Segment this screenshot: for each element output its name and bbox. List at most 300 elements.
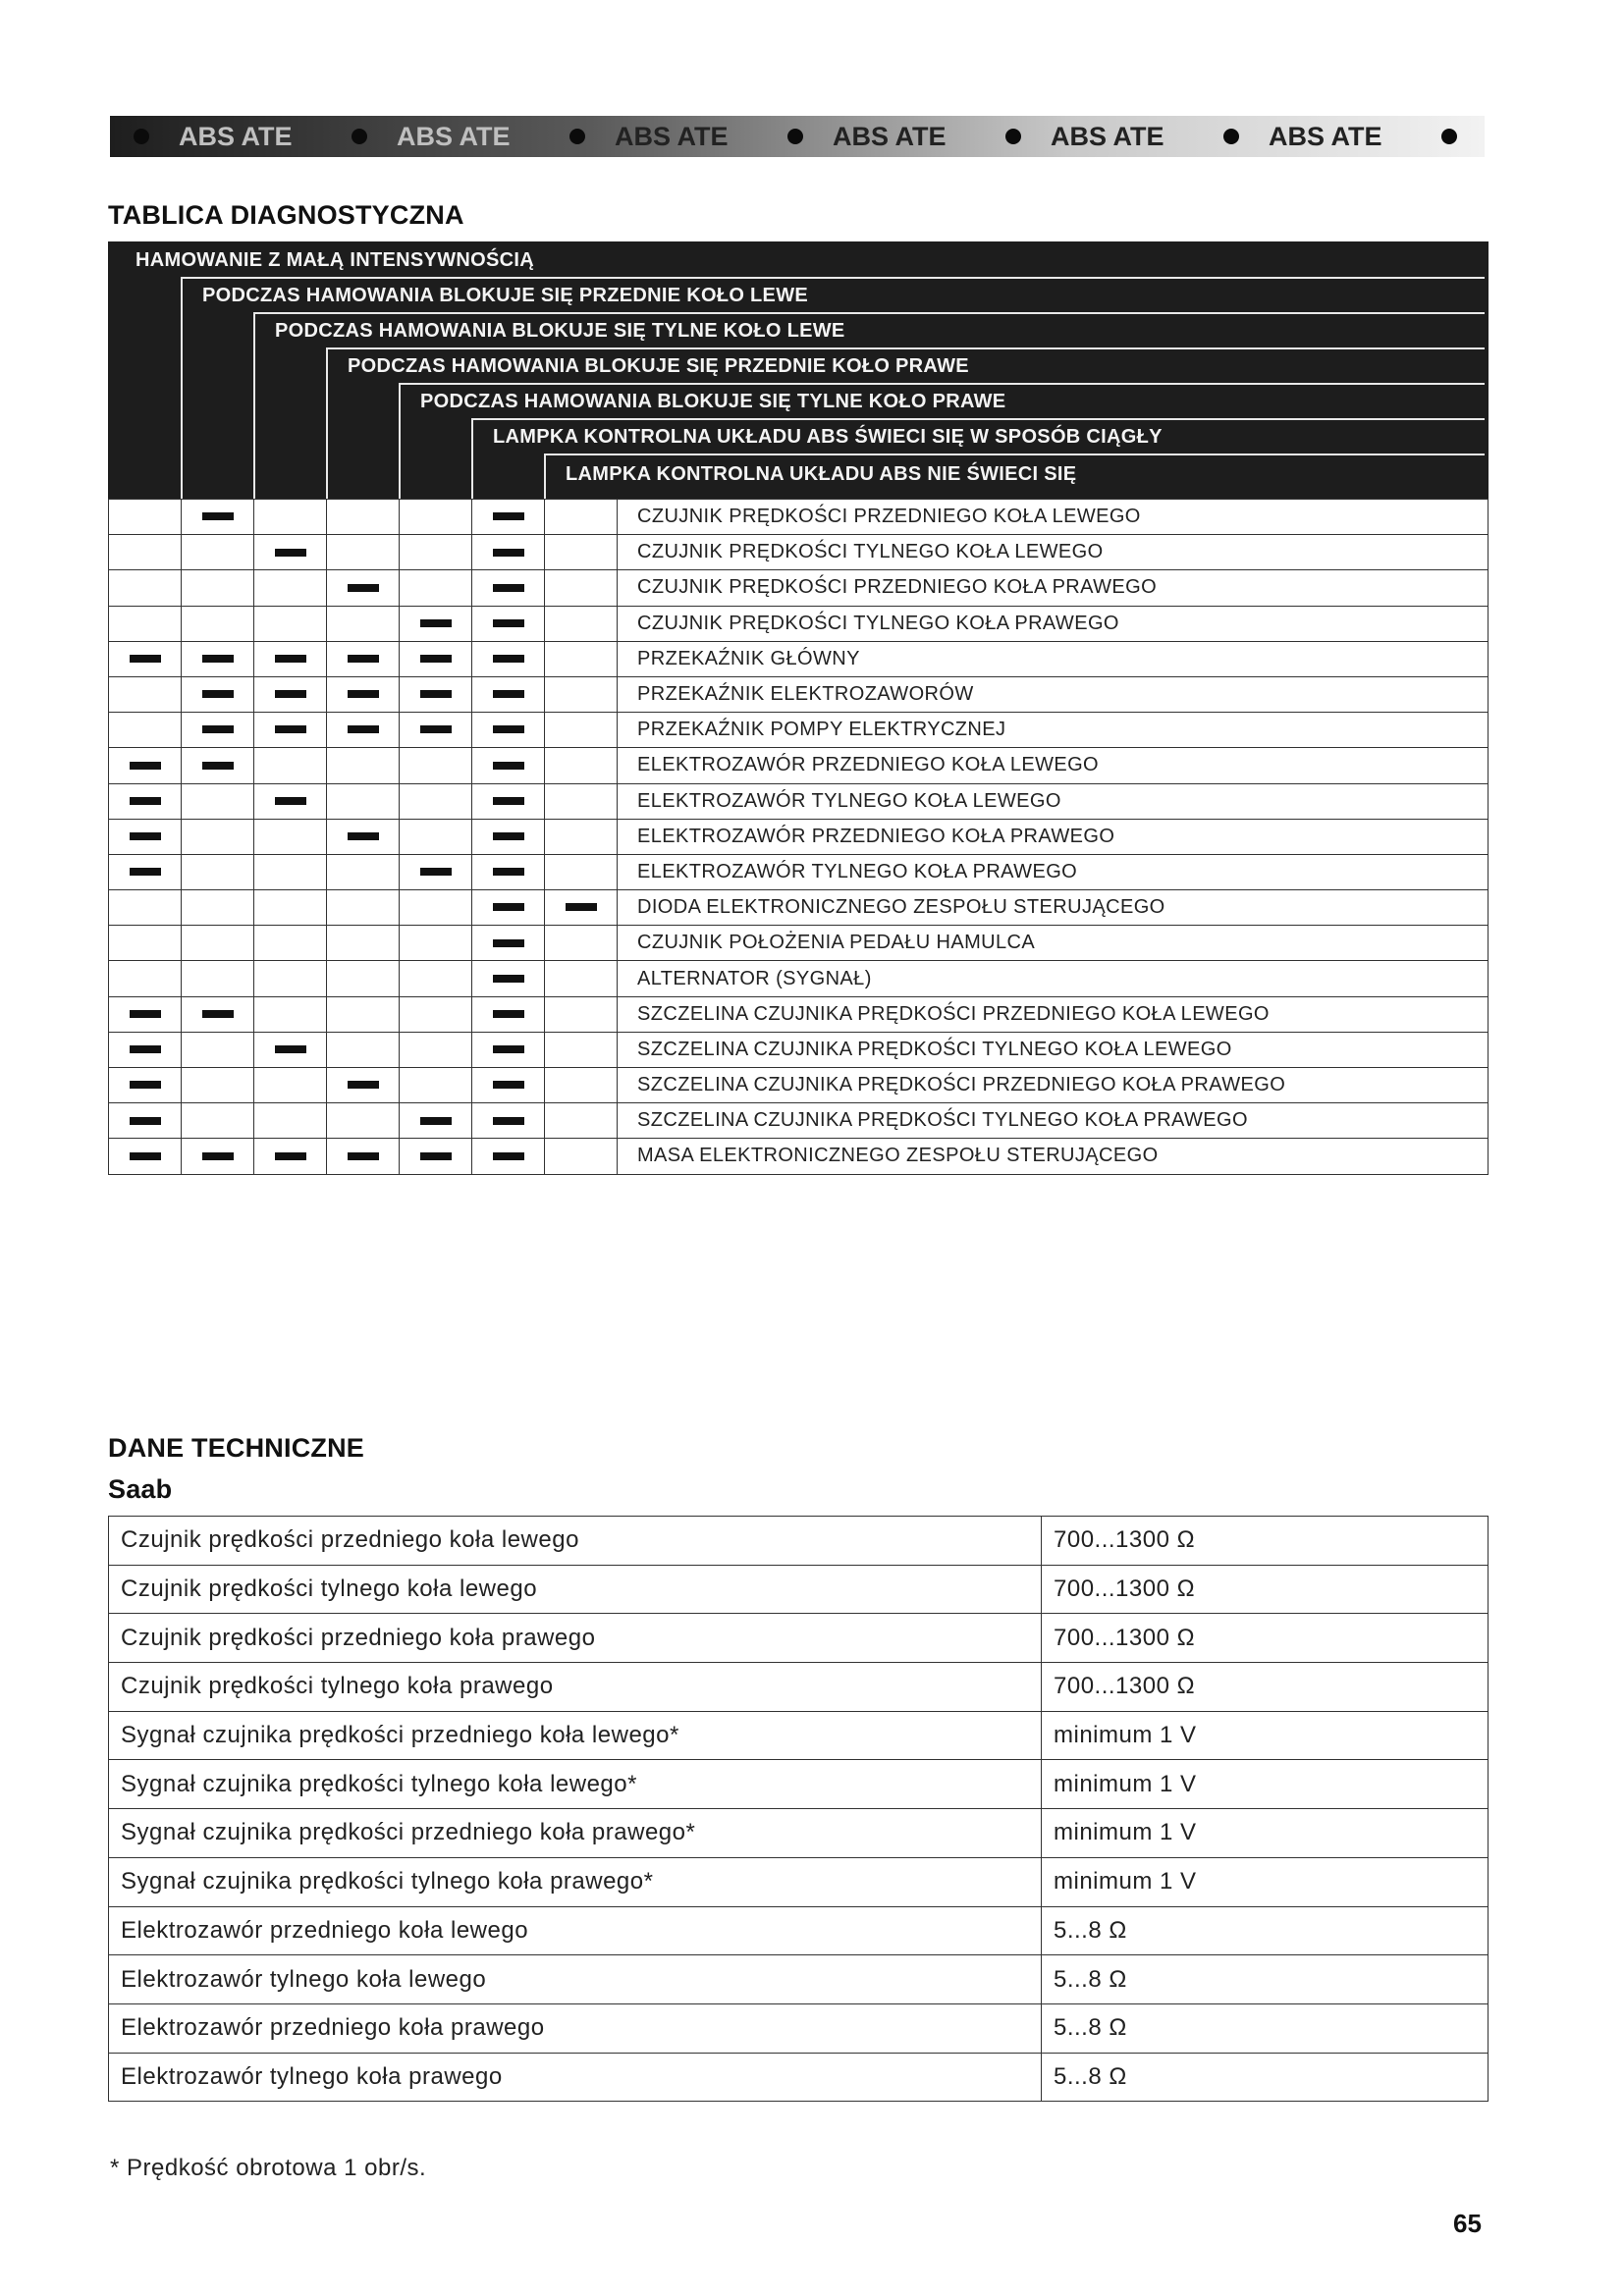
mark-cell	[472, 890, 545, 926]
parameter-value: minimum 1 V	[1042, 1760, 1489, 1809]
mark-cell	[327, 819, 400, 854]
header-divider	[326, 347, 1485, 349]
banner-label: ABS ATE	[1051, 121, 1164, 151]
mark-cell	[254, 641, 327, 676]
mark-cell	[182, 1068, 254, 1103]
mark-dash-icon	[202, 1152, 234, 1160]
table-row	[109, 676, 1489, 712]
page-number: 65	[1453, 2209, 1482, 2238]
mark-cell	[545, 1068, 618, 1103]
mark-dash-icon	[493, 549, 524, 557]
mark-cell	[254, 890, 327, 926]
mark-cell	[327, 606, 400, 641]
mark-cell	[327, 926, 400, 961]
mark-cell	[109, 1032, 182, 1067]
parameter-value: minimum 1 V	[1042, 1711, 1489, 1760]
mark-dash-icon	[348, 690, 379, 698]
mark-cell	[327, 890, 400, 926]
table-row	[109, 854, 1489, 889]
mark-dash-icon	[275, 725, 306, 733]
table-row	[109, 1614, 1489, 1663]
mark-cell	[400, 961, 472, 996]
mark-dash-icon	[493, 725, 524, 733]
mark-cell	[182, 676, 254, 712]
mark-cell	[182, 1139, 254, 1174]
parameter-name: Elektrozawór tylnego koła lewego	[109, 1955, 1042, 2004]
mark-cell	[400, 535, 472, 570]
banner-item	[569, 122, 729, 152]
mark-cell	[472, 570, 545, 606]
header-banner	[110, 116, 1485, 157]
table-row	[109, 2053, 1489, 2102]
parameter-name: Elektrozawór przedniego koła prawego	[109, 2003, 1042, 2053]
mark-cell	[254, 570, 327, 606]
mark-cell	[472, 783, 545, 819]
mark-dash-icon	[420, 868, 452, 876]
mark-cell	[400, 500, 472, 535]
mark-cell	[109, 996, 182, 1032]
mark-dash-icon	[130, 832, 161, 840]
mark-cell	[327, 535, 400, 570]
bullet-icon	[1223, 129, 1239, 144]
mark-cell	[327, 1032, 400, 1067]
column-heading: HAMOWANIE Z MAŁĄ INTENSYWNOŚCIĄ	[135, 249, 534, 271]
mark-cell	[254, 1032, 327, 1067]
table-row	[109, 1857, 1489, 1906]
header-divider	[471, 418, 1485, 420]
mark-cell	[254, 783, 327, 819]
mark-dash-icon	[493, 1081, 524, 1089]
mark-cell	[472, 748, 545, 783]
mark-cell	[109, 1139, 182, 1174]
mark-cell	[182, 783, 254, 819]
mark-cell	[254, 606, 327, 641]
mark-cell	[400, 713, 472, 748]
bullet-icon	[1005, 129, 1021, 144]
mark-cell	[400, 854, 472, 889]
mark-dash-icon	[348, 1081, 379, 1089]
mark-cell	[400, 641, 472, 676]
parameter-name: Czujnik prędkości tylnego koła prawego	[109, 1663, 1042, 1712]
component-label: CZUJNIK PRĘDKOŚCI TYLNEGO KOŁA LEWEGO	[618, 535, 1489, 570]
mark-cell	[400, 570, 472, 606]
mark-dash-icon	[493, 903, 524, 911]
parameter-value: 700...1300 Ω	[1042, 1565, 1489, 1614]
table-row	[109, 641, 1489, 676]
table-row	[109, 819, 1489, 854]
mark-cell	[327, 500, 400, 535]
parameter-value: 700...1300 Ω	[1042, 1614, 1489, 1663]
mark-cell	[545, 1139, 618, 1174]
table-row	[109, 1517, 1489, 1566]
mark-cell	[182, 1103, 254, 1139]
parameter-value: 5...8 Ω	[1042, 1955, 1489, 2004]
mark-cell	[109, 606, 182, 641]
mark-cell	[109, 890, 182, 926]
mark-dash-icon	[202, 655, 234, 663]
mark-cell	[472, 606, 545, 641]
banner-item	[1005, 122, 1164, 152]
header-divider	[471, 418, 473, 499]
mark-cell	[472, 854, 545, 889]
mark-cell	[109, 819, 182, 854]
mark-cell	[327, 996, 400, 1032]
table-row	[109, 713, 1489, 748]
mark-cell	[109, 854, 182, 889]
mark-cell	[254, 961, 327, 996]
mark-dash-icon	[348, 832, 379, 840]
mark-cell	[182, 854, 254, 889]
mark-cell	[109, 1068, 182, 1103]
banner-item	[787, 122, 947, 152]
banner-item	[134, 122, 293, 152]
table-row	[109, 996, 1489, 1032]
mark-cell	[400, 819, 472, 854]
component-label: DIODA ELEKTRONICZNEGO ZESPOŁU STERUJĄCEGO	[618, 890, 1489, 926]
mark-cell	[327, 676, 400, 712]
mark-dash-icon	[493, 797, 524, 805]
bullet-icon	[134, 129, 149, 144]
mark-dash-icon	[493, 762, 524, 770]
mark-dash-icon	[493, 690, 524, 698]
mark-dash-icon	[130, 762, 161, 770]
mark-cell	[182, 641, 254, 676]
parameter-value: 700...1300 Ω	[1042, 1517, 1489, 1566]
component-label: ELEKTROZAWÓR TYLNEGO KOŁA LEWEGO	[618, 783, 1489, 819]
column-heading: PODCZAS HAMOWANIA BLOKUJE SIĘ TYLNE KOŁO PRAWE	[420, 391, 1006, 412]
table-row	[109, 1103, 1489, 1139]
technical-table	[108, 1516, 1489, 2102]
header-divider	[253, 312, 255, 499]
technical-title: DANE TECHNICZNE	[108, 1433, 365, 1463]
table-row	[109, 1906, 1489, 1955]
mark-cell	[254, 535, 327, 570]
mark-dash-icon	[130, 1152, 161, 1160]
component-label: ALTERNATOR (SYGNAŁ)	[618, 961, 1489, 996]
mark-cell	[472, 1032, 545, 1067]
mark-cell	[182, 713, 254, 748]
mark-cell	[545, 570, 618, 606]
mark-cell	[109, 926, 182, 961]
mark-cell	[254, 926, 327, 961]
parameter-name: Czujnik prędkości przedniego koła lewego	[109, 1517, 1042, 1566]
mark-cell	[327, 641, 400, 676]
mark-cell	[400, 1068, 472, 1103]
mark-cell	[545, 713, 618, 748]
component-label: ELEKTROZAWÓR PRZEDNIEGO KOŁA LEWEGO	[618, 748, 1489, 783]
mark-dash-icon	[202, 762, 234, 770]
mark-cell	[254, 819, 327, 854]
mark-cell	[109, 535, 182, 570]
mark-cell	[182, 819, 254, 854]
bullet-icon	[787, 129, 803, 144]
parameter-name: Elektrozawór tylnego koła prawego	[109, 2053, 1042, 2102]
mark-cell	[327, 748, 400, 783]
mark-cell	[472, 819, 545, 854]
component-label: PRZEKAŹNIK POMPY ELEKTRYCZNEJ	[618, 713, 1489, 748]
component-label: CZUJNIK POŁOŻENIA PEDAŁU HAMULCA	[618, 926, 1489, 961]
component-label: SZCZELINA CZUJNIKA PRĘDKOŚCI TYLNEGO KOŁA PRAWEGO	[618, 1103, 1489, 1139]
banner-label: ABS ATE	[615, 121, 729, 151]
component-label: PRZEKAŹNIK ELEKTROZAWORÓW	[618, 676, 1489, 712]
mark-cell	[472, 1139, 545, 1174]
mark-cell	[109, 570, 182, 606]
mark-cell	[109, 961, 182, 996]
parameter-name: Sygnał czujnika prędkości tylnego koła lewego*	[109, 1760, 1042, 1809]
mark-dash-icon	[493, 1010, 524, 1018]
mark-dash-icon	[493, 939, 524, 947]
banner-label: ABS ATE	[1269, 121, 1382, 151]
bullet-icon	[352, 129, 367, 144]
mark-dash-icon	[202, 690, 234, 698]
mark-cell	[254, 1068, 327, 1103]
mark-cell	[545, 676, 618, 712]
mark-dash-icon	[420, 655, 452, 663]
mark-dash-icon	[420, 1152, 452, 1160]
mark-dash-icon	[275, 690, 306, 698]
mark-dash-icon	[493, 1045, 524, 1053]
mark-dash-icon	[493, 619, 524, 627]
header-divider	[544, 454, 546, 499]
mark-dash-icon	[420, 725, 452, 733]
parameter-name: Elektrozawór przedniego koła lewego	[109, 1906, 1042, 1955]
mark-dash-icon	[493, 512, 524, 520]
component-label: CZUJNIK PRĘDKOŚCI TYLNEGO KOŁA PRAWEGO	[618, 606, 1489, 641]
mark-cell	[545, 890, 618, 926]
mark-cell	[109, 676, 182, 712]
parameter-name: Sygnał czujnika prędkości tylnego koła prawego*	[109, 1857, 1042, 1906]
table-row	[109, 1955, 1489, 2004]
mark-cell	[254, 1103, 327, 1139]
mark-dash-icon	[130, 1117, 161, 1125]
mark-dash-icon	[493, 975, 524, 983]
parameter-name: Sygnał czujnika prędkości przedniego koła lewego*	[109, 1711, 1042, 1760]
table-row	[109, 783, 1489, 819]
mark-dash-icon	[202, 512, 234, 520]
mark-dash-icon	[493, 655, 524, 663]
component-label: SZCZELINA CZUJNIKA PRĘDKOŚCI PRZEDNIEGO KOŁA PRAWEGO	[618, 1068, 1489, 1103]
parameter-name: Czujnik prędkości przedniego koła prawego	[109, 1614, 1042, 1663]
mark-dash-icon	[348, 725, 379, 733]
mark-cell	[400, 1139, 472, 1174]
mark-cell	[109, 641, 182, 676]
mark-cell	[545, 961, 618, 996]
table-row	[109, 606, 1489, 641]
mark-cell	[182, 535, 254, 570]
mark-dash-icon	[348, 1152, 379, 1160]
mark-dash-icon	[130, 1010, 161, 1018]
mark-cell	[545, 1032, 618, 1067]
mark-cell	[472, 500, 545, 535]
column-heading: PODCZAS HAMOWANIA BLOKUJE SIĘ TYLNE KOŁO LEWE	[275, 320, 845, 342]
mark-cell	[545, 641, 618, 676]
mark-cell	[254, 854, 327, 889]
mark-dash-icon	[130, 797, 161, 805]
header-divider	[253, 312, 1485, 314]
mark-cell	[182, 961, 254, 996]
mark-cell	[400, 926, 472, 961]
table-row	[109, 1760, 1489, 1809]
mark-cell	[400, 748, 472, 783]
mark-cell	[400, 1032, 472, 1067]
mark-cell	[254, 676, 327, 712]
mark-cell	[327, 570, 400, 606]
mark-cell	[327, 783, 400, 819]
mark-dash-icon	[348, 584, 379, 592]
mark-cell	[400, 783, 472, 819]
mark-cell	[254, 713, 327, 748]
mark-cell	[109, 783, 182, 819]
mark-dash-icon	[202, 725, 234, 733]
mark-cell	[109, 1103, 182, 1139]
table-row	[109, 1663, 1489, 1712]
parameter-value: minimum 1 V	[1042, 1857, 1489, 1906]
bullet-icon	[569, 129, 585, 144]
mark-cell	[182, 606, 254, 641]
table-row	[109, 570, 1489, 606]
mark-dash-icon	[130, 655, 161, 663]
table-row	[109, 535, 1489, 570]
mark-cell	[182, 926, 254, 961]
mark-cell	[109, 748, 182, 783]
parameter-value: 5...8 Ω	[1042, 2053, 1489, 2102]
mark-cell	[472, 996, 545, 1032]
header-divider	[326, 347, 328, 499]
banner-label: ABS ATE	[397, 121, 511, 151]
mark-cell	[254, 500, 327, 535]
mark-cell	[182, 570, 254, 606]
mark-cell	[472, 926, 545, 961]
component-label: MASA ELEKTRONICZNEGO ZESPOŁU STERUJĄCEGO	[618, 1139, 1489, 1174]
table-row	[109, 500, 1489, 535]
mark-dash-icon	[275, 655, 306, 663]
banner-item	[352, 122, 511, 152]
mark-dash-icon	[493, 584, 524, 592]
mark-dash-icon	[275, 797, 306, 805]
mark-cell	[472, 641, 545, 676]
mark-cell	[545, 748, 618, 783]
diagnostic-table	[108, 241, 1489, 1184]
mark-cell	[400, 606, 472, 641]
table-row	[109, 1139, 1489, 1174]
mark-cell	[545, 1103, 618, 1139]
mark-cell	[254, 996, 327, 1032]
mark-dash-icon	[493, 1152, 524, 1160]
mark-dash-icon	[275, 549, 306, 557]
mark-cell	[545, 783, 618, 819]
mark-cell	[254, 1139, 327, 1174]
component-label: CZUJNIK PRĘDKOŚCI PRZEDNIEGO KOŁA LEWEGO	[618, 500, 1489, 535]
mark-cell	[545, 926, 618, 961]
mark-cell	[182, 1032, 254, 1067]
column-heading: LAMPKA KONTROLNA UKŁADU ABS ŚWIECI SIĘ W SPOSÓB CIĄGŁY	[493, 426, 1163, 448]
table-row	[109, 1809, 1489, 1858]
mark-cell	[327, 961, 400, 996]
mark-cell	[327, 1068, 400, 1103]
column-heading: PODCZAS HAMOWANIA BLOKUJE SIĘ PRZEDNIE KOŁO PRAWE	[348, 355, 969, 377]
table-row	[109, 748, 1489, 783]
mark-cell	[545, 996, 618, 1032]
mark-cell	[182, 748, 254, 783]
component-label: CZUJNIK PRĘDKOŚCI PRZEDNIEGO KOŁA PRAWEGO	[618, 570, 1489, 606]
mark-dash-icon	[493, 832, 524, 840]
diagnostic-title: TABLICA DIAGNOSTYCZNA	[108, 200, 464, 230]
parameter-name: Sygnał czujnika prędkości przedniego koła prawego*	[109, 1809, 1042, 1858]
mark-cell	[182, 996, 254, 1032]
header-divider	[399, 383, 401, 499]
diagnostic-grid	[108, 499, 1489, 1175]
mark-cell	[545, 606, 618, 641]
mark-dash-icon	[420, 1117, 452, 1125]
table-row	[109, 2003, 1489, 2053]
mark-dash-icon	[493, 1117, 524, 1125]
parameter-value: minimum 1 V	[1042, 1809, 1489, 1858]
component-label: SZCZELINA CZUJNIKA PRĘDKOŚCI PRZEDNIEGO KOŁA LEWEGO	[618, 996, 1489, 1032]
mark-cell	[472, 535, 545, 570]
header-divider	[181, 277, 1485, 279]
parameter-value: 700...1300 Ω	[1042, 1663, 1489, 1712]
table-row	[109, 961, 1489, 996]
table-row	[109, 1032, 1489, 1067]
table-row	[109, 1565, 1489, 1614]
component-label: PRZEKAŹNIK GŁÓWNY	[618, 641, 1489, 676]
parameter-value: 5...8 Ω	[1042, 1906, 1489, 1955]
mark-dash-icon	[130, 1045, 161, 1053]
table-row	[109, 1711, 1489, 1760]
mark-cell	[472, 1103, 545, 1139]
banner-item	[1223, 122, 1382, 152]
mark-cell	[545, 535, 618, 570]
technical-subtitle: Saab	[108, 1474, 173, 1504]
mark-cell	[545, 500, 618, 535]
mark-cell	[472, 1068, 545, 1103]
banner-label: ABS ATE	[179, 121, 293, 151]
diagnostic-table-header	[108, 241, 1489, 499]
mark-dash-icon	[130, 868, 161, 876]
mark-dash-icon	[348, 655, 379, 663]
mark-cell	[254, 748, 327, 783]
column-heading: PODCZAS HAMOWANIA BLOKUJE SIĘ PRZEDNIE KOŁO LEWE	[202, 285, 809, 306]
mark-cell	[472, 961, 545, 996]
column-heading: LAMPKA KONTROLNA UKŁADU ABS NIE ŚWIECI SIĘ	[566, 463, 1077, 485]
mark-cell	[327, 1103, 400, 1139]
mark-dash-icon	[275, 1045, 306, 1053]
footnote: * Prędkość obrotowa 1 obr/s.	[110, 2155, 427, 2181]
mark-cell	[109, 713, 182, 748]
mark-cell	[472, 713, 545, 748]
mark-dash-icon	[420, 690, 452, 698]
mark-cell	[327, 1139, 400, 1174]
component-label: ELEKTROZAWÓR PRZEDNIEGO KOŁA PRAWEGO	[618, 819, 1489, 854]
mark-dash-icon	[566, 903, 597, 911]
component-label: ELEKTROZAWÓR TYLNEGO KOŁA PRAWEGO	[618, 854, 1489, 889]
parameter-name: Czujnik prędkości tylnego koła lewego	[109, 1565, 1042, 1614]
mark-cell	[182, 890, 254, 926]
table-row	[109, 890, 1489, 926]
table-row	[109, 926, 1489, 961]
mark-dash-icon	[493, 868, 524, 876]
mark-cell	[400, 1103, 472, 1139]
mark-cell	[400, 890, 472, 926]
header-divider	[399, 383, 1485, 385]
mark-cell	[545, 819, 618, 854]
mark-cell	[327, 713, 400, 748]
parameter-value: 5...8 Ω	[1042, 2003, 1489, 2053]
mark-cell	[472, 676, 545, 712]
header-divider	[181, 277, 183, 499]
component-label: SZCZELINA CZUJNIKA PRĘDKOŚCI TYLNEGO KOŁA LEWEGO	[618, 1032, 1489, 1067]
mark-cell	[182, 500, 254, 535]
